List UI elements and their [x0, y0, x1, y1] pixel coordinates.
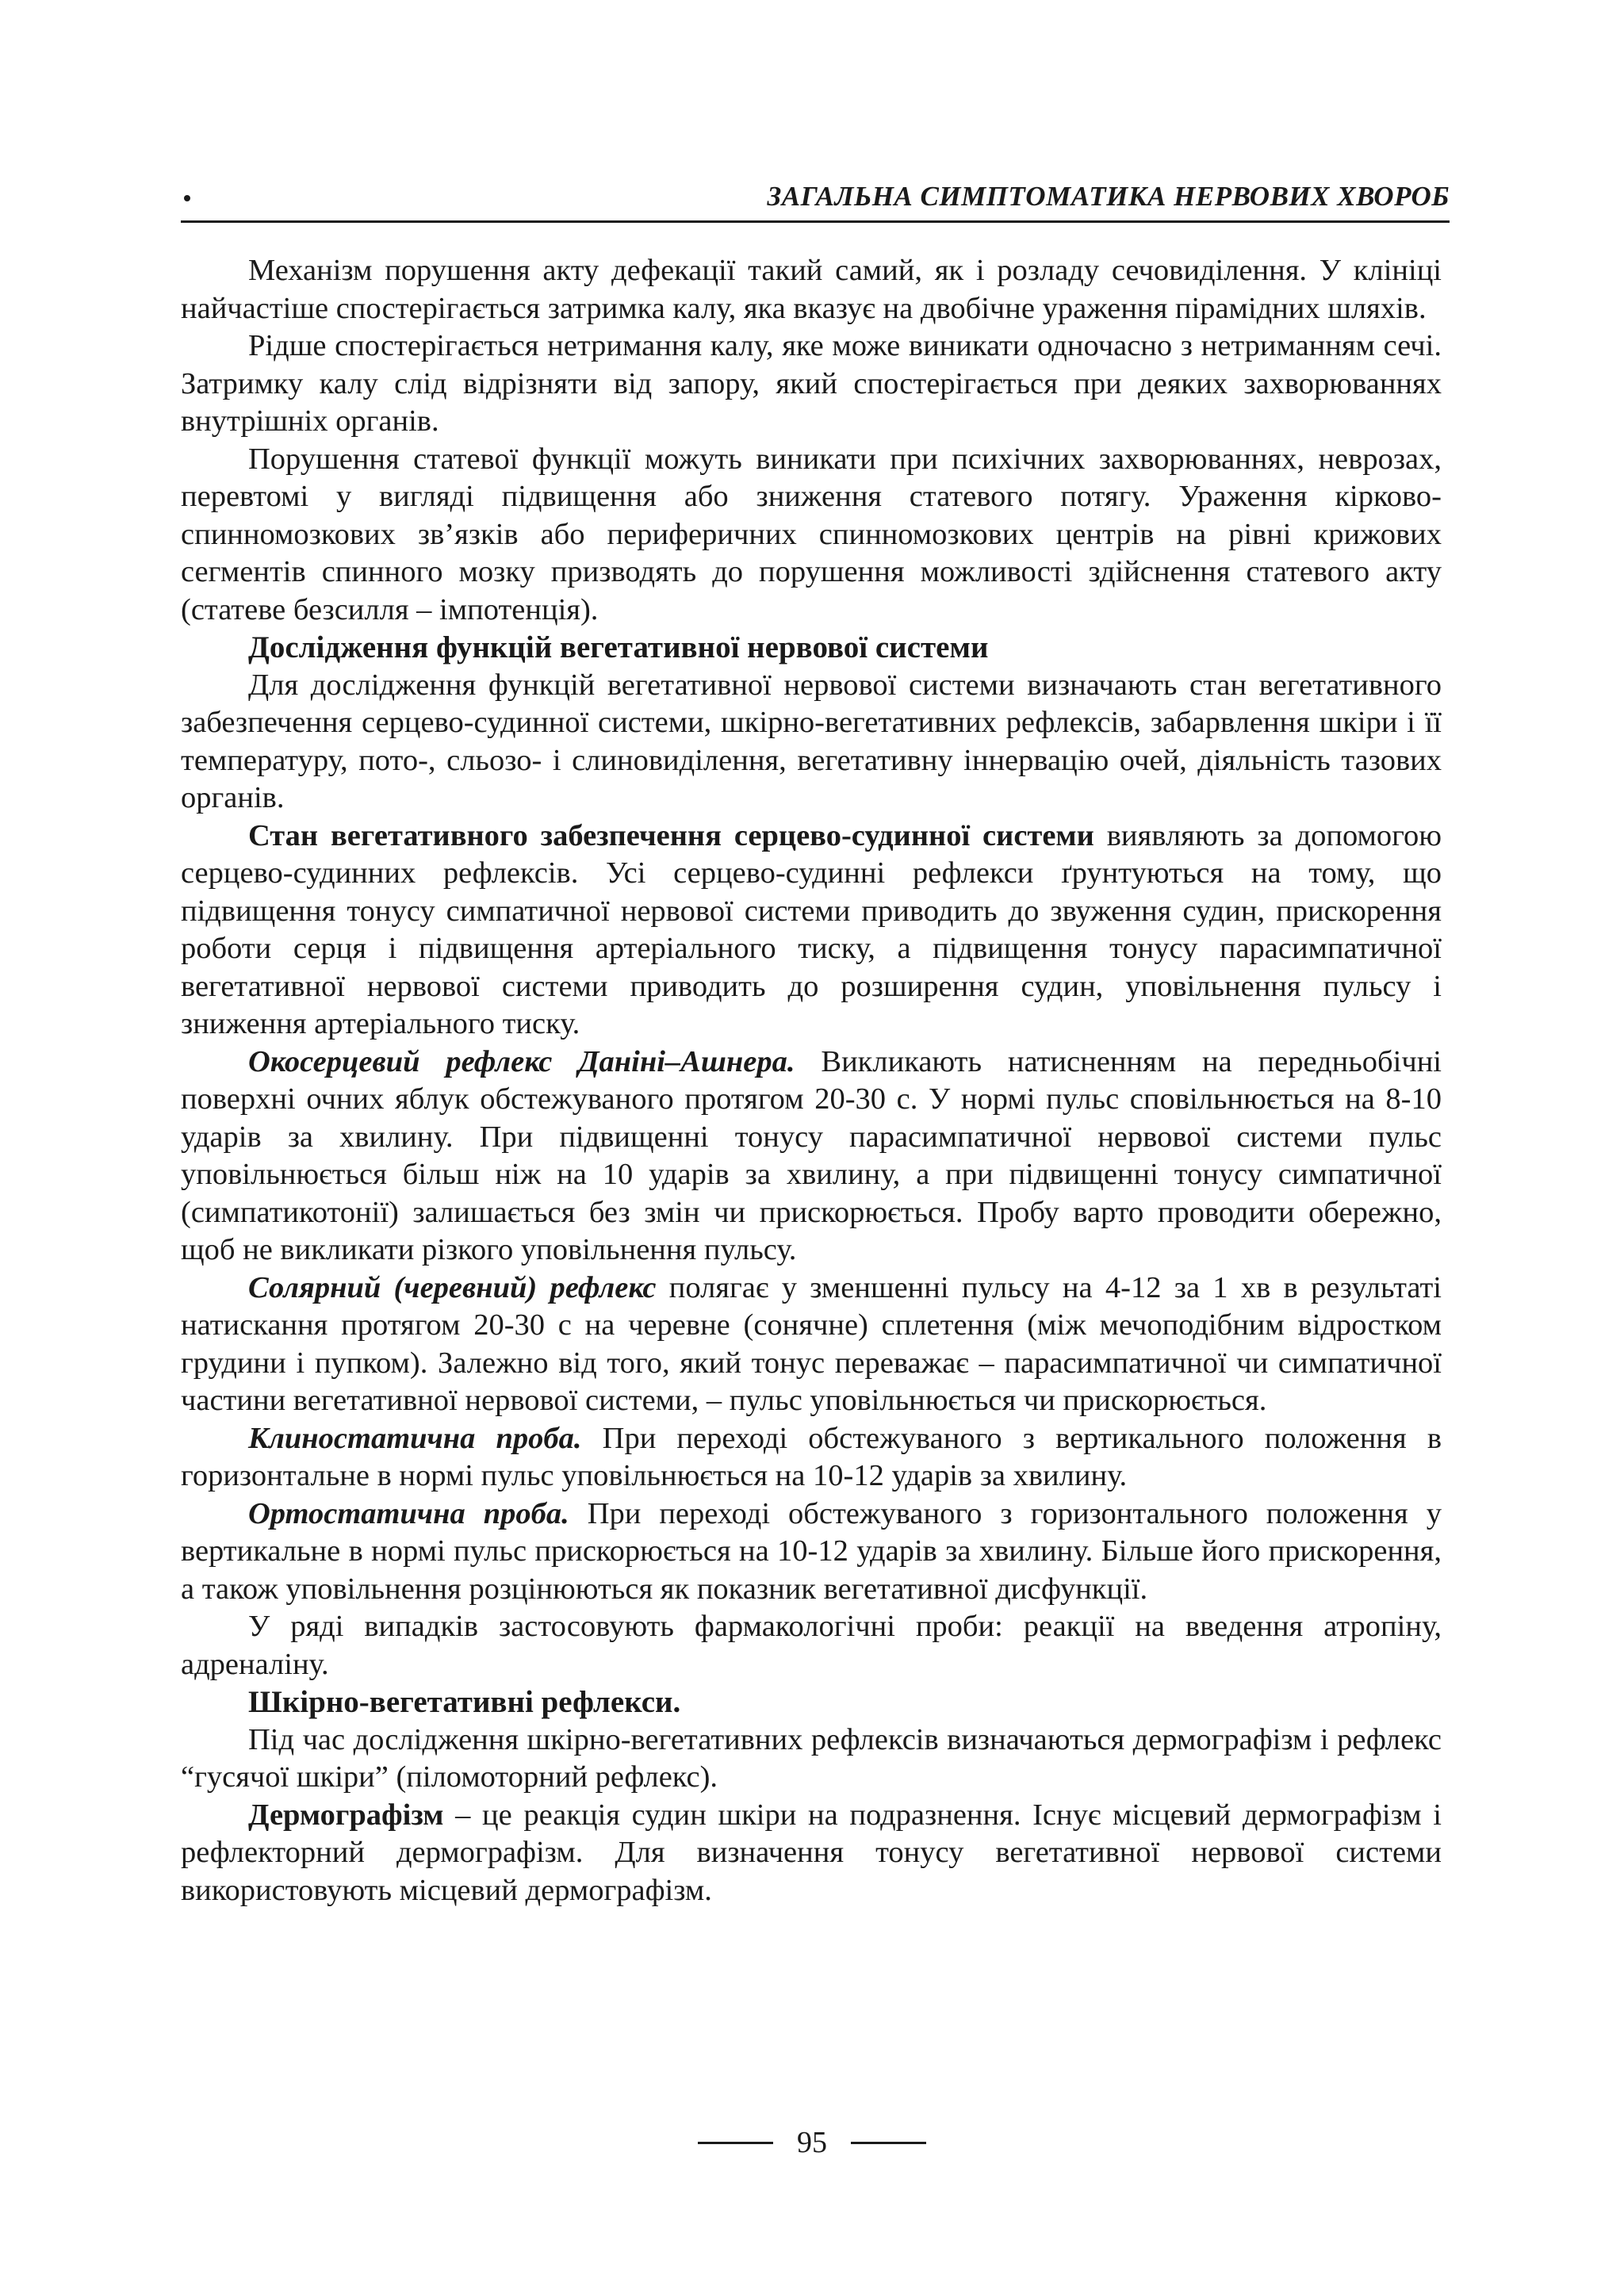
paragraph: Порушення статевої функції можуть виникати при психічних захворюваннях, неврозах, перевтомі у вигляді підвищення або зниження статевого потягу. Ураження кірково-спинномозкових зв’язків або периферичних спинномозкових центрів на рівні крижових сегментів спинного мозку призводять до порушення можливості здійснення статевого акту (статеве безсилля – імпотенція).	[181, 442, 1442, 626]
page-number: 95	[797, 2126, 827, 2159]
paragraph: У ряді випадків застосовують фармакологічні проби: реакції на введення атропіну, адреналіну.	[181, 1610, 1442, 1681]
paragraph-text: Викликають натисненням на передньобічні поверхні очних яблук обстежуваного протягом 20-30 с. У нормі пульс сповільнюється на 8-10 ударів за хвилину. При підвищенні тонусу парасимпатичної нервової системи пульс уповільнюється більш ніж на 10 ударів за хвилину, а при підвищенні тонусу симпатичної (симпатикотонії) залишається без змін чи прискорюється. Пробу варто проводити обережно, щоб не викликати різкого уповільнення пульсу.	[181, 1044, 1442, 1266]
bullet-icon	[184, 195, 190, 201]
term-heading: Солярний (черевний) рефлекс	[248, 1270, 657, 1304]
paragraph	[181, 1270, 1442, 1420]
paragraph: Механізм порушення акту дефекації такий самий, як і розладу сечовиділення. У клініці найчастіше спостерігається затримка калу, яка вказує на двобічне ураження пірамідних шляхів.	[181, 254, 1442, 325]
body-text	[181, 252, 1442, 1909]
paragraph	[181, 818, 1442, 1044]
page-footer	[0, 2125, 1624, 2160]
paragraph-text: При переході обстежуваного з горизонтального положення у вертикальне в нормі пульс прискорюється на 10-12 ударів за хвилину. Більше його прискорення, а також уповільнення розцінюються як показник вегетативної дисфункції.	[181, 1496, 1442, 1606]
paragraph-text: При переході обстежуваного з вертикального положення в горизонтальне в нормі пульс уповільнюється на 10-12 ударів за хвилину.	[181, 1421, 1442, 1492]
term-heading: Окосерцевий рефлекс Даніні–Ашнера.	[248, 1044, 795, 1078]
paragraph	[181, 1496, 1442, 1609]
paragraph: Рідше спостерігається нетримання калу, яке може виникати одночасно з нетриманням сечі. Затримку калу слід відрізняти від запору, який спостерігається при деяких захворюваннях внутрішніх органів.	[181, 329, 1442, 438]
paragraph-text: виявляють за допомогою серцево-судинних рефлексів. Усі серцево-судинні рефлекси ґрунтуються на тому, що підвищення тонусу симпатичної нервової системи приводить до звуження судин, прискорення роботи серця і підвищення артеріального тиску, а підвищення тонусу парасимпатичної вегетативної нервової системи приводить до розширення судин, уповільнення пульсу і зниження артеріального тиску.	[181, 818, 1442, 1040]
paragraph-text: полягає у зменшенні пульсу на 4-12 за 1 хв в результаті натискання протягом 20-30 с на черевне (сонячне) сплетення (між мечоподібним відростком грудини і пупком). Залежно від того, який тонус переважає – парасимпатичної чи симпатичної частини вегетативної нервової системи, – пульс уповільнюється чи прискорюється.	[181, 1270, 1442, 1417]
footer-rule-right	[851, 2142, 926, 2144]
section-heading: Дослідження функцій вегетативної нервової системи	[248, 630, 989, 664]
paragraph	[181, 1420, 1442, 1496]
term-heading: Клиностатична проба.	[248, 1421, 582, 1455]
paragraph: Для дослідження функцій вегетативної нервової системи визначають стан вегетативного забезпечення серцево-судинної системи, шкірно-вегетативних рефлексів, забарвлення шкіри і її температуру, пото-, сльозо- і слиновиділення, вегетативну іннервацію очей, діяльність тазових органів.	[181, 668, 1442, 814]
section-heading: Шкірно-вегетативні рефлекси.	[248, 1685, 681, 1719]
paragraph-text: – це реакція судин шкіри на подразнення. Існує місцевий дермографізм і рефлекторний дермографізм. Для визначення тонусу вегетативної нервової системи використовують місцевий дермографізм.	[181, 1798, 1442, 1907]
term-heading: Ортостатична проба.	[248, 1496, 569, 1530]
paragraph	[181, 1044, 1442, 1270]
running-header	[181, 181, 1450, 223]
term-heading: Стан вегетативного забезпечення серцево-судинної системи	[248, 818, 1094, 852]
term-heading: Дермографізм	[248, 1798, 444, 1832]
header-title: ЗАГАЛЬНА СИМПТОМАТИКА НЕРВОВИХ ХВОРОБ	[767, 181, 1450, 212]
footer-rule-left	[698, 2142, 773, 2144]
paragraph: Під час дослідження шкірно-вегетативних рефлексів визначаються дермографізм і рефлекс “гусячої шкіри” (піломоторний рефлекс).	[181, 1722, 1442, 1794]
paragraph	[181, 1797, 1442, 1910]
